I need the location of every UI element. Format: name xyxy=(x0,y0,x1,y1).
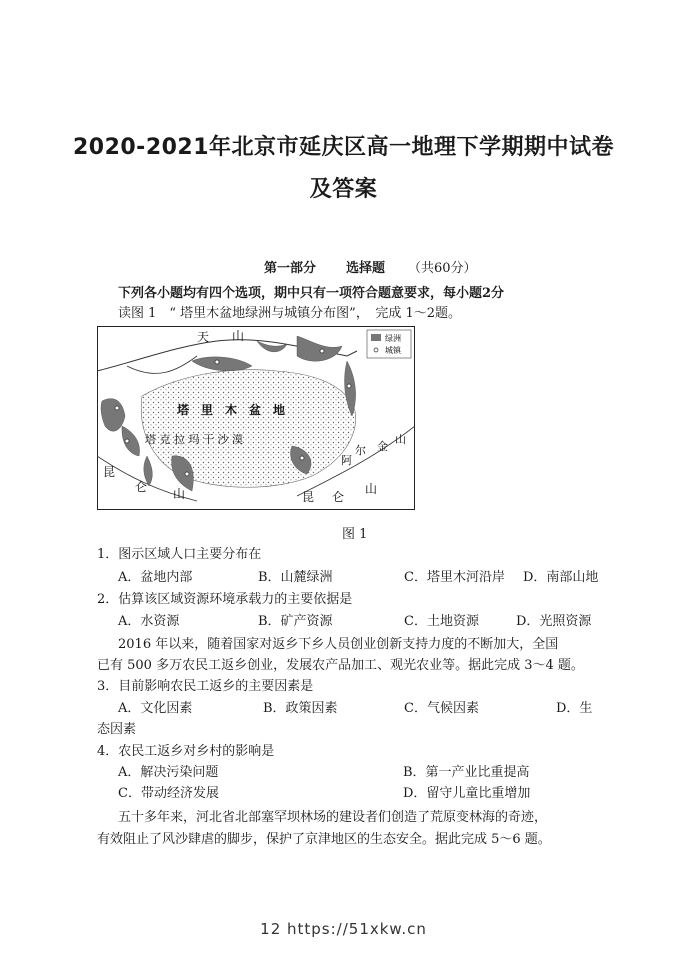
q2-option-a: A．水资源 xyxy=(118,614,180,629)
map-label-lun-bottom: 仑 xyxy=(332,490,345,504)
map-label-basin: 塔 里 木 盆 地 xyxy=(177,403,286,417)
tarim-basin-map xyxy=(97,326,415,510)
q1-stem: 1．图示区域人口主要分布在 xyxy=(97,547,262,562)
q3-option-d-cont: 态因素 xyxy=(97,722,137,737)
legend-town-label: 城镇 xyxy=(385,346,401,355)
page-title-continued: 及答案 xyxy=(309,177,378,202)
q1-option-c: C．塔里木河沿岸 xyxy=(404,570,505,585)
map-label-er: 尔 xyxy=(355,444,366,457)
map-label-a: 阿 xyxy=(341,454,352,467)
map-label-kun-left: 昆 xyxy=(103,465,116,479)
q3-option-b: B．政策因素 xyxy=(263,701,338,716)
map-label-desert: 塔 克 拉 玛 干 沙 漠 xyxy=(145,433,243,446)
passage2-line2: 已有 500 多万农民工返乡创业，发展农产品加工、观光农业等。据此完成 3～4 题。 xyxy=(97,658,584,673)
intro-text: 读图 1 “ 塔里木盆地绿洲与城镇分布图”， 完成 1～2题。 xyxy=(118,306,462,321)
legend-town-swatch xyxy=(374,348,378,352)
q2-option-b: B．矿产资源 xyxy=(258,614,333,629)
q4-option-d: D．留守儿童比重增加 xyxy=(403,786,531,801)
q4-option-a: A．解决污染问题 xyxy=(118,765,219,780)
q3-option-a: A．文化因素 xyxy=(118,701,193,716)
q1-option-d: D．南部山地 xyxy=(523,570,599,585)
instruction-text: 下列各小题均有四个选项，期中只有一项符合题意要求，每小题2分 xyxy=(118,286,505,301)
section-part: 第一部分 xyxy=(264,261,317,276)
q4-stem: 4．农民工返乡对乡村的影响是 xyxy=(97,744,275,759)
q3-stem: 3．目前影响农民工返乡的主要因素是 xyxy=(97,679,314,694)
q1-option-a: A．盆地内部 xyxy=(118,570,193,585)
q3-option-c: C．气候因素 xyxy=(404,701,479,716)
passage3-line2: 有效阻止了风沙肆虐的脚步，保护了京津地区的生态安全。据此完成 5～6 题。 xyxy=(97,832,551,847)
q2-option-d: D．光照资源 xyxy=(516,614,592,629)
q3-option-d: D．生 xyxy=(556,701,593,716)
q2-option-c: C．土地资源 xyxy=(404,614,479,629)
map-label-shan-top: 山 xyxy=(232,329,245,343)
map-label-jin: 金 xyxy=(377,440,388,453)
page-title: 2020-2021年北京市延庆区高一地理下学期期中试卷 xyxy=(72,135,615,160)
q4-option-b: B．第一产业比重提高 xyxy=(403,765,530,780)
legend-oasis-swatch xyxy=(371,334,381,341)
legend-oasis-label: 绿洲 xyxy=(385,334,401,343)
map-label-lun-left: 仑 xyxy=(135,480,148,494)
section-type: 选择题 xyxy=(346,261,386,276)
q4-option-c: C．带动经济发展 xyxy=(118,786,219,801)
passage3-line1: 五十多年来，河北省北部塞罕坝林场的建设者们创造了荒原变林海的奇迹， xyxy=(118,810,548,825)
q1-option-b: B．山麓绿洲 xyxy=(258,570,333,585)
q2-stem: 2．估算该区域资源环境承载力的主要依据是 xyxy=(97,592,353,607)
map-label-shan-left: 山 xyxy=(173,487,186,501)
map-label-kun-bottom: 昆 xyxy=(302,490,315,504)
passage2-line1: 2016 年以来，随着国家对返乡下乡人员创业创新支持力度的不断加大，全国 xyxy=(118,637,559,652)
map-label-shan-bottom: 山 xyxy=(365,482,378,496)
figure-caption: 图 1 xyxy=(342,527,368,542)
map-label-shan-right: 山 xyxy=(395,433,406,446)
map-label-tian: 天 xyxy=(197,330,210,344)
page-footer: 12 https://51xkw.cn xyxy=(260,920,427,938)
section-score: （共60分） xyxy=(408,261,477,276)
